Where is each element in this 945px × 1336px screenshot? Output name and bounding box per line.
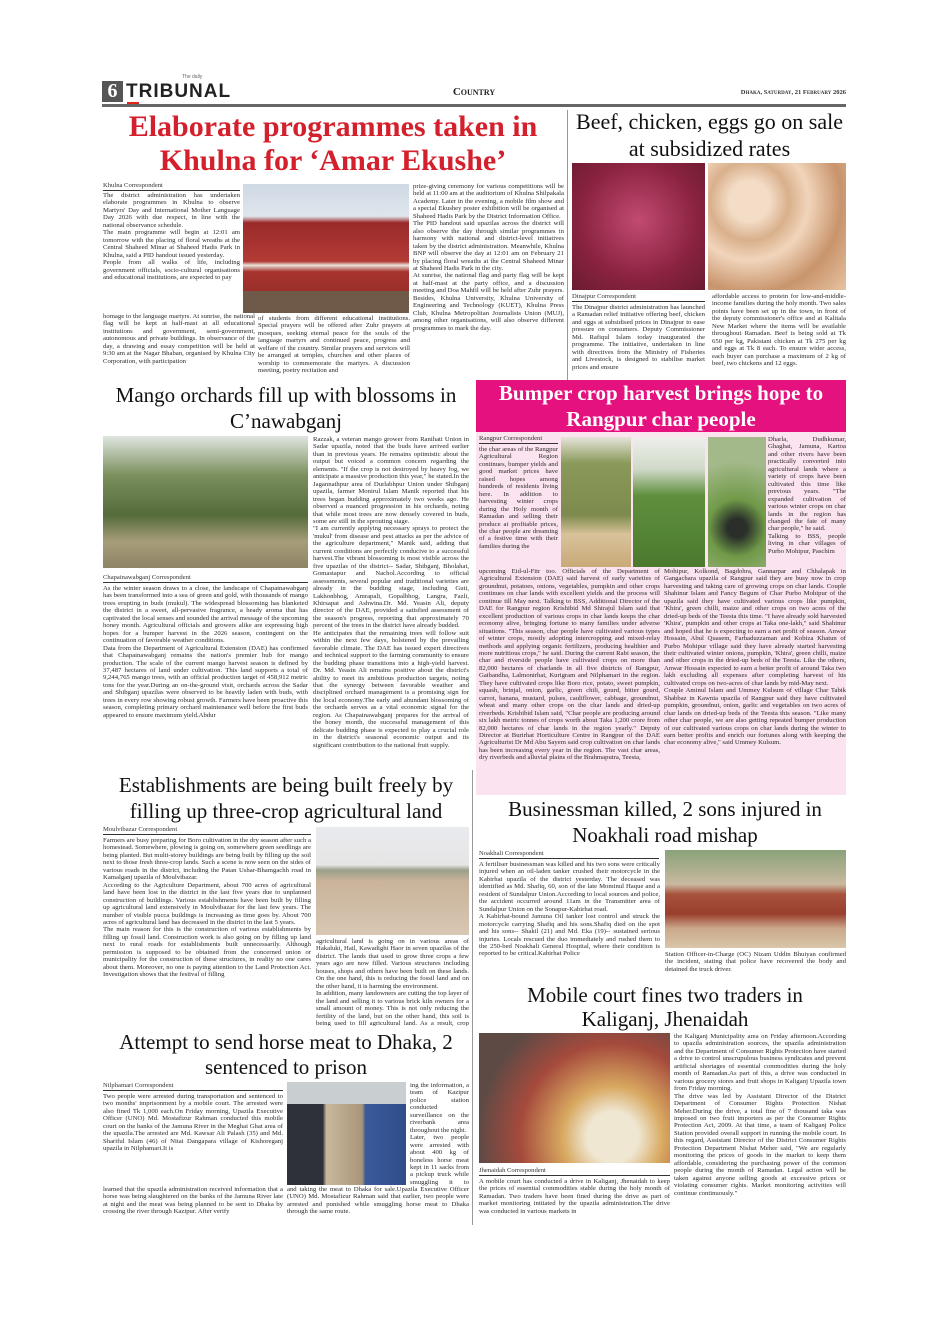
- byline: Chapainawabganj Correspondent: [103, 573, 308, 583]
- photo-market: [479, 1033, 670, 1163]
- headline-jhenaidah: Mobile court fines two traders in Kaliganj, Jhenaidah: [527, 983, 803, 1031]
- logo-tagline: The daily: [182, 74, 203, 80]
- article-text: affordable access to protein for low-and-middle-income families during the holy month. Two sales points have been set up in the town, in front of the deputy commissioner's office and at Kalitala New Market where the items will be available throughout Ramadan. Beef is being sold at Tk 650 per kg, Pakistani chicken at Tk 275 per kg and eggs at Tk 8 each. To ensure wider access, each buyer can purchase a maximum of 2 kg of beef, two chickens and 12 eggs.: [712, 293, 846, 368]
- article-text: The Dinajpur district administration has launched a Ramadan relief initiative offering beef, chicken and eggs at subsidised prices in Dinajpur to ease pressure on consumers. Deputy Commissioner Md. Rafiqul Islam today inaugurated the programme. The initiative, undertaken in line with directives from the Ministry of Fisheries and Livestock, is designed to stabilise market prices and ensure: [572, 304, 705, 371]
- article-text: upcoming Eid-ul-Fitr too. Officials of the Department of Agricultural Extension (DAE) said harvest of early varieties of groundnut, potatoes, onions, vegetables, pumpkin and other crops continues on char lands with excellent yields and the process will continue till May next. Talking to BSS, Additional Director of the DAE for Rangpur region Krishibid Md Shirajul Islam said that excellent production of various crops in char lands keeps the char economy alive, bringing fortune to many families under adverse situations. "This season, char people have cultivated various types of winter crops, mostly adopting intercropping and mixed-relay methods and applying organic fertilizers, producing healthier and more nutritious crops," he said. During the current Rabi season, the char and riverside people have cultivated crops on more than 82,000 hectares of charlands in all five districts of Rangpur, Gaibandha, Lalmonirhat, Kurigram and Nilphamari in the region. They have cultivated crops like Boro rice, potato, sweet pumpkin, squash, brinjal, onion, garlic, green chili, gourd, bitter gourd, carrot, banana, mustard, pulses, cauliflower, cabbage, groundnut, wheat and many other crops on the char lands and dried-up riverbeds. Krishibid Islam said, "Char people are producing around six lakh metric tonnes of crops worth about Taka 1,200 crore from 82,000 hectares of char lands in the region yearly." Deputy Director at Burirhat Horticulture Centre in Rangpur of the DAE Agriculturist Dr Md Abu Sayem said crop cultivation on char lands has been increasing every year in the region. The vast char areas, dry riverbeds and alluvial plains of the Brahmaputra, Teesta,: [479, 568, 660, 762]
- byline: Khulna Correspondent: [103, 181, 240, 191]
- byline: Noakhali Correspondent: [479, 849, 659, 859]
- photo-filled-land: [316, 827, 469, 935]
- article-text: Mohipur, Kolkond, Bagdohra, Gannarpar and Chhalapak in Gangachara upazila of Rangpur said they are busy now in crop harvesting and taking care of growing crops on char lands. Couple Shahinur Islam and Fancy Begum of Char Purbo Mohipur of the upazila said they have cultivated various crops like pumpkin, 'Khira', green chilli, maize and other crops on two acres of the dried-up beds of the Teesta this time. "I have already sold harvested 'Khira', pumpkin and other crops at Taka one-lakh," said Shahinur and hoped that he is expecting to earn a net profit of season. Anwar Hossain, Abul Quasem, Farhaduzzaman and Kobiza Khatun of Purbo Mohipur village said they have already started harvesting their cultivated winter onions, pumpkin, 'Khira', green chilli, maize and other crops in the dried-up beds of the Teesta. Like the others, Anwar Hossain expected to earn a better profit of around Taka two lakh excluding all expenses after completing harvest of his cultivated crops on two-acres of char lands by mid-May next. Couple Aminul Islam and Ummey Kulsum of village Char Tabik Shabbaz in Kawnia upazila of Rangpur said they have cultivated pumpkin, groundnut, onion, garlic and vegetables on two acres of char lands on dried-up beds of the Teesta this season. "Like many other char people, we are also getting repeated bumper production of our cultivated various crops on char lands during the winter to earn better profits and enrich our fortunes along with keeping the char economy alive," said Ummey Kulsum.: [664, 568, 846, 747]
- headline-establishments: Establishments are being built freely by filling up three-crop agricultural land: [118, 773, 454, 823]
- photo-tanker: [665, 850, 846, 948]
- photo-eggs: [708, 163, 846, 290]
- masthead-rule: [102, 104, 846, 107]
- article-text: the char areas of the Rangpur Agricultural Region continues, bumper yields and good market prices have raised hopes among hundreds of residents living here. In addition to harvesting winter crops during the Holy month of Ramadan and selling their produce at profitable prices, the char people are dreaming of a festive time with their families during the: [479, 446, 558, 550]
- article-text: and taking the meat to Dhaka for sale.Upazila Executive Officer (UNO) Md. Mostafizur Rahman said that earlier, two people were arrested and punished while smuggling horse meat to Dhaka through the same route.: [287, 1186, 469, 1216]
- article-text: As the winter season draws to a close, the landscape of Chapainawabganj has been transformed into a sea of green and gold, with thousands of mango trees erupting in buds (mukul). The widespread blossoming has blanketed the district in a sweet, all-pervasive fragrance, a heady aroma that has captivated the local senses and sounded the arrival message of the upcoming honey month. Agricultural officials and growers alike are expressing high hopes for a bumper harvest in the 2026 season, contingent on the continuation of favorable weather conditions. Data from the Department of Agricultural Extension (DAE) has confirmed that Chapainawabganj remains the nation's premier hub for mango production. The scale of the current mango harvest season is defined by 37,487 hectares of land under cultivation. This land supports a total of 9,244,765 mango trees, with an official production target of 458,912 metric tons for the year.During an on-the-ground visit, orchards across the Sadar and Shibganj upazilas were observed to be heavily laden with buds, with trees in every row showing robust growth. Farmers have been proactive this season, completing primary orchard maintenance well before the first buds appeared to ensure maximum yield.Abdur: [103, 585, 308, 719]
- article-text: Dharla, Dudhkumar, Ghaghat, Jamuna, Kartoa and other rivers have been practically converted into agricultural lands where a variety of crops have been cultivated this time like previous years. "The expanded cultivation of various winter crops on char lands in the region has changed the fate of many char people," he said. Talking to BSS, people living in char villages of Purbo Mohipur, Paschim: [768, 436, 846, 555]
- article-text: A fertiliser businessman was killed and his two sons were critically injured when an oil-laden tanker crushed their motorcycle in the Kabirhat upazila of the district yesterday. The deceased was identified as Md. Shafiq, 60, son of the late Mominul Haque and a resident of Sundalpur Union.According to local sources and police, the accident occurred around 11am in the Transmitter area of Sundalpur Union on the Sonapur-Kabirhat road. A Kabirhat-bound Jamuna Oil tanker lost control and struck the motorcycle carrying Shafiq and his sons.Shafiq died on the spot and his sons-- Shakil (21) and Md. Eka (19)-- sustained serious injuries. Locals rescued the duo immediately and rushed them to the 250-bed Noakhali General Hospital, where their condition is reported to be critical.Kabirhat Police: [479, 861, 660, 958]
- headline-bumper: Bumper crop harvest brings hope to Rangpur char people: [498, 381, 824, 431]
- page-number: 6: [102, 81, 123, 102]
- dateline: Dhaka, Saturday, 21 February 2026: [740, 89, 846, 96]
- article-text: of students from different educational institutions. Special prayers will be offered after Zuhr prayers at mosques, seeking eternal peace for the souls of the language martyrs and continued peace, progress and welfare of the country. Similar prayers and services will be arranged at temples, churches and other places of worship to commemorate the martyrs. A discussion meeting, poetry recitation and: [258, 315, 410, 375]
- byline: Nilphamari Correspondent: [103, 1081, 283, 1091]
- photo-caption: Station Officer-in-Charge (OC) Nizam Uddin Bhuiyan confirmed the incident, stating that police have recovered the body and detained the truck driver.: [665, 951, 846, 973]
- headline-beef: Beef, chicken, eggs go on sale at subsidized rates: [576, 109, 843, 161]
- article-text: ing the information, a team of Kazipur police station conducted surveillance on the riverbank area throughout the night. Later, two people were arrested with about 400 kg of boneless horse meat kept in 11 sacks from a pickup truck while smuggling it to: [410, 1082, 469, 1186]
- photo-pumpkin: [708, 437, 766, 567]
- newspaper-logo: TRIBUNAL: [126, 81, 232, 102]
- byline: Dinajpur Correspondent: [572, 292, 705, 302]
- byline: Rangpur Correspondent: [479, 434, 558, 444]
- headline-khulna: Elaborate programmes taken in Khulna for ‘Amar Ekushe’: [128, 110, 538, 177]
- article-text: learned that the upazila administration received information that a horse was being slaughtered on the banks of the Jamuna River late at night and the meat was being planned to be sent to Dhaka by crossing the river through Kazipur. After verify: [103, 1186, 283, 1216]
- photo-farmers: [633, 437, 705, 567]
- photo-potatoes-field: [561, 437, 631, 567]
- headline-noakhali: Businessman killed, 2 sons injured in Noakhali road mishap: [508, 797, 822, 847]
- article-text: the Kaliganj Municipality area on Friday afternoon.According to upazila administration sources, the upazila administration and the Department of Consumer Rights Protection have started a drive to control unscrupulous business syndicates and prevent artificial shortages of essential commodities during the holy month of Ramadan.As part of this, a drive was conducted in various grocery stores and fruit shops in Kaliganj Upazila town from Friday morning. The drive was led by Assistant Director of the District Department of Consumer Rights Protection Nishat Meher.During the drive, a total fine of 7 thousand taka was imposed on two fruit importers as per the Consumer Rights Protection Act, 2009. At that time, a team of Kaliganj Police Station provided overall support in running the mobile court. In this regard, Assistant Director of the District Consumer Rights Protection Department Nishat Meher said, "We are regularly monitoring the prices of goods in the market to keep them affordable, considering the purchasing power of the common people during the month of Ramadan. Legal action will be taken against anyone selling goods at excessive prices or violating consumer rights. Market monitoring activities will continue continuously.": [674, 1033, 846, 1197]
- article-text: Razzak, a veteran mango grower from Ranihati Union in Sadar upazila, noted that the buds have arrived earlier than in previous years. He remains optimistic about the output but voiced a common concern regarding the elements. "If the crop is not destroyed by heavy fog, we anticipate a massive production this year," he stated.In the Jagannathpur area of Durlabhpur Union under Shibganj upazila, farmer Monirul Islam Manik reported that his trees began budding approximately two weeks ago. He observed a nuanced progression in his orchards, noting that while most trees are now densely covered in buds, some are still in the sprouting stage. "I am currently applying necessary sprays to protect the 'mukul' from disease and pest attacks as per the advice of the agriculture department," Manik said, adding that current conditions are perfectly conducive to a successful harvest.The vibrant blossoming is most visible across the five upazilas of the district-- Sadar, Shibganj, Bholahat, Gomastapur and Nachol.According to official assessments, several popular and traditional varieties are already in the budding stage, including Guti, Lakhonbhog, Amrapali, Gopalbhog, Langra, Fazli, Khirsapat and Ashwina.Dr. Md. Yeasin Ali, deputy director of the DAE, provided a satisfied assessment of the season's progress, reporting that approximately 70 percent of the trees in the district have already budded. He anticipates that the remaining trees will follow suit within the next few days, bolstered by the prevailing favorable climate. The DAE has issued expert directives and technical support to the farming community to ensure the budding phase transitions into a high-yield harvest. Dr. Md. Yeasin Ali remains positive about the district's ability to meet its ambitious production targets, noting that the synergy between favorable weather and disciplined orchard management is a promising sign for the local economy.The early and abundant blossoming of the orchards serves as a vital economic signal for the region. As Chapainawabganj prepares for the arrival of the honey month, the successful management of this delicate budding phase is expected to play a crucial role in the district's seasonal economic output and its significant contribution to the national fruit supply.: [313, 436, 469, 749]
- article-text: Farmers are busy preparing for Boro cultivation in the dry season after such a homestead. Somewhere, plowing is going on, somewhere green seedlings are being planted. But multi-storey buildings are being built by filling up the soil next to those fresh three-crop lands. Such a scene is now seen on the sides of various roads in the district, including the Patan Ushar-Bhamgachh road in Kamalganj upazila of Moulvibazar. According to the Agriculture Department, about 700 acres of agricultural land have been lost in the district in the last five years due to unplanned construction of buildings. Various establishments have been built by filling up agricultural land extensively in Moulvibazar for the last few years. The number of visible pucca buildings is increasing as time goes by. About 700 acres of agricultural land has decreased in the district in the last 5 years. The main reason for this is the construction of various establishments by filling up fossil land. Construction work is also going on by filling up land next to rural roads for establishments built unnecessarily. Although permission is supposed to be obtained from the concerned union or municipality for the construction of these structures, in reality no one cares about them. Moreover, no one is paying attention to the Land Protection Act. Investigation shows that the festival of filling: [103, 837, 311, 979]
- headline-horse: Attempt to send horse meat to Dhaka, 2 sentenced to prison: [119, 1030, 453, 1079]
- article-text: homage to the language martyrs. At sunrise, the national flag will be kept at half-mast at all educational institutions and government, semi-government, autonomous and private buildings. In observance of the day, a drawing and essay competition will be held at 9:30 am at the Nagar Bhaban, organised by Khulna City Corporation, with participation: [103, 313, 255, 365]
- headline-mango: Mango orchards fill up with blossoms in C’nawabganj: [115, 383, 457, 433]
- article-text: agricultural land is going on in various areas of Hakaluki, Hail, Kawadighi Haor in seven upazilas of the district. The lands that used to grow three crops a few years ago are now filled. Various structures including houses, shops and others have been built on these lands. On the one hand, this is reducing the fossil land and on the other hand, it is harming the environment. In addition, many landowners are cutting the top layer of the land and selling it to various brick kiln owners for a small amount of money. This is not only reducing the fertility of the land, but on the other hand, this soil is being used to fill agricultural land. As a result, crop: [316, 938, 469, 1026]
- byline: Moulvibazar Correspondent: [103, 825, 311, 835]
- article-text: Two people were arrested during transportation and sentenced to two months' imprisonment by a mobile court. The arrested were also fined Tk 1,000 each.On Friday morning, Upazila Executive Officer (UNO) Md. Mostafizur Rahman conducted this mobile court on the banks of the Jamuna River in the Meghai Ghat area of the upazila.The arrested are Md. Kawsar Ali Palash (35) and Md. Shariful Islam (46) of Nitai Dangapara village of Kishoreganj upazila in Nilphamari.It is: [103, 1093, 283, 1153]
- article-text: The district administration has undertaken elaborate programmes in Khulna to observe Martyrs' Day and International Mother Language Day 2026 with due respect, in line with the national observance schedule. The main programme will begin at 12:01 am tomorrow with the placing of floral wreaths at the Central Shaheed Minar at Shaheed Hadis Park in Khulna, said a PID handout issued yesterday. People from all walks of life, including government officials, socio-cultural organisations and educational institutions, are expected to pay: [103, 192, 240, 281]
- photo-mango-orchard: [103, 436, 308, 568]
- photo-khulna-building: [243, 184, 409, 313]
- article-text: prize-giving ceremony for various competitions will be held at 11:00 am at the auditorium of Khulna Shilpakala Academy. Later in the evening, a mobile film show and a special Ekushey poster exhibition will be organised at Shaheed Hadis Park by the District Information Office. The PID handout said upazilas across the district will also observe the day through similar programmes in harmony with national and district-level initiatives taken by the district administration. Meanwhile, Khulna BNP will observe the day at 12:01 am on February 21 by placing floral wreaths at the Central Shaheed Minar at Shaheed Hadis Park in the city. At sunrise, the national flag and party flag will be kept at half-mast at the party office, and a discussion meeting and Doa Mahfil will be held after Zuhr prayers. Besides, Khulna University, Khulna University of Engineering and Technology (KUET), Khulna Press Club, Khulna Metropolitan Journalists Union (MUJ), among other organisations, will also observe different programmes to mark the day.: [413, 183, 564, 332]
- masthead: [102, 74, 846, 106]
- section-name: Country: [452, 86, 496, 98]
- photo-beef: [572, 163, 705, 290]
- article-text: A mobile court has conducted a drive in Kaliganj, Jhenaidah to keep the prices of essential commodities stable during the holy month of Ramadan. Two traders have been fined during the drive as part of market monitoring initiated by the upazila administration.The drive was conducted in various markets in: [479, 1178, 670, 1215]
- photo-arrested-men: [287, 1082, 406, 1185]
- byline: Jhenaidah Correspondent: [479, 1166, 670, 1176]
- column-divider: [567, 110, 568, 380]
- column-divider: [472, 770, 473, 1225]
